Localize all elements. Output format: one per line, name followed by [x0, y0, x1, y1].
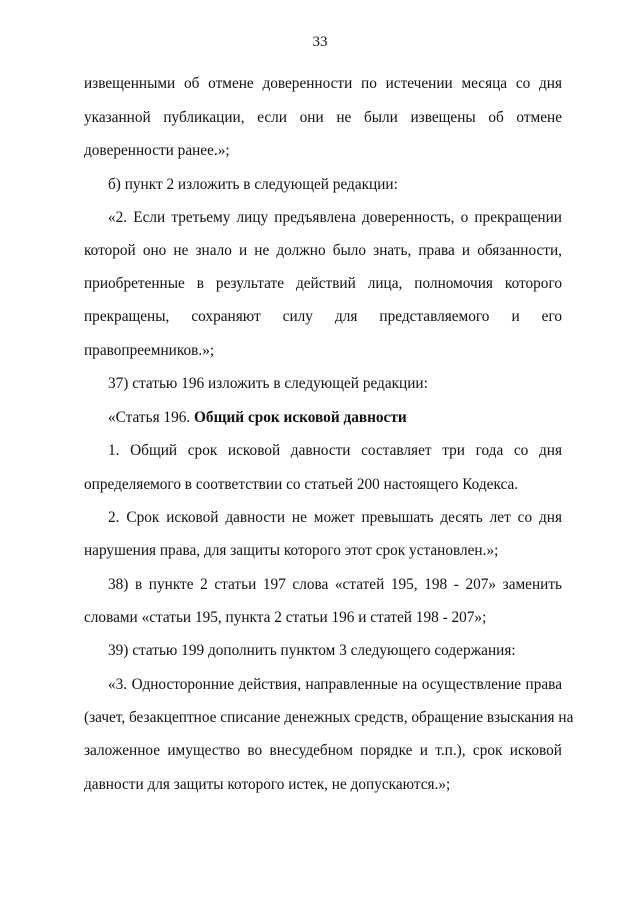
- text-line: которой оно не знало и не должно было знать, права и обязанности,: [84, 242, 562, 259]
- text-line: правопреемников.»;: [84, 342, 215, 359]
- text-line: 1. Общий срок исковой давности составляет три года со дня: [108, 442, 562, 459]
- text-line: указанной публикации, если они не были извещены об отмене: [84, 109, 562, 126]
- text-line: 38) в пункте 2 статьи 197 слова «статей 195, 198 - 207» заменить: [108, 576, 562, 593]
- text-line: нарушения права, для защиты которого этот срок установлен.»;: [84, 542, 499, 559]
- text-line: извещенными об отмене доверенности по истечении месяца со дня: [84, 75, 562, 92]
- text-line: б) пункт 2 изложить в следующей редакции:: [108, 176, 398, 193]
- page-number: 33: [312, 34, 328, 50]
- text-line: 37) статью 196 изложить в следующей редакции:: [108, 375, 428, 392]
- text-line: «2. Если третьему лицу предъявлена доверенность, о прекращении: [108, 209, 562, 226]
- text-line: 2. Срок исковой давности не может превышать десять лет со дня: [108, 509, 562, 526]
- text-line: давности для защиты которого истек, не допускаются.»;: [84, 776, 451, 793]
- text-line: определяемого в соответствии со статьей 200 настоящего Кодекса.: [84, 476, 519, 493]
- article-title: Общий срок исковой давности: [194, 409, 407, 426]
- text-line: словами «статьи 195, пункта 2 статьи 196 и статей 198 - 207»;: [84, 609, 487, 626]
- text-line: «3. Односторонние действия, направленные на осуществление права: [108, 676, 562, 693]
- text-line: приобретенные в результате действий лица, полномочия которого: [84, 275, 562, 292]
- article-heading-line: [108, 408, 562, 428]
- text-line: 39) статью 199 дополнить пунктом 3 следующего содержания:: [108, 642, 516, 659]
- article-number: «Статья 196.: [108, 409, 195, 426]
- text-line: прекращены, сохраняют силу для представляемого и его: [84, 308, 562, 325]
- text-line: заложенное имущество во внесудебном порядке и т.п.), срок исковой: [84, 742, 562, 759]
- text-line: доверенности ранее.»;: [84, 142, 230, 159]
- text-line: (зачет, безакцептное списание денежных средств, обращение взыскания на: [84, 709, 574, 726]
